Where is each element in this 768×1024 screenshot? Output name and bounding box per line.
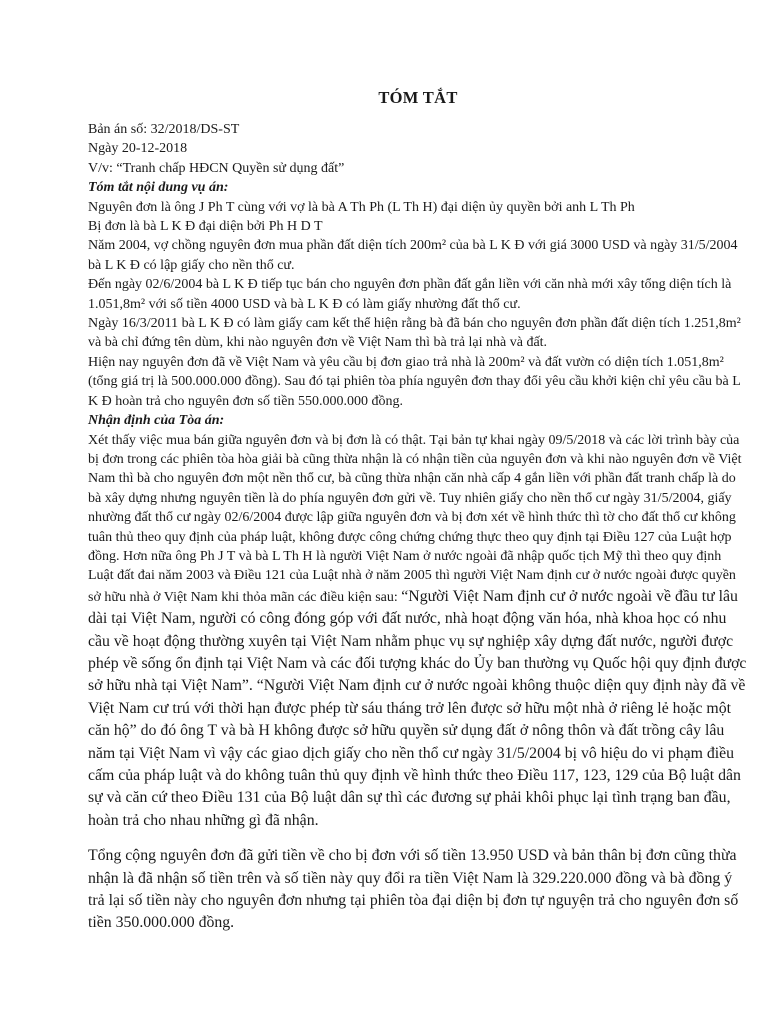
document-title: TÓM TẮT: [378, 88, 458, 107]
summary-paragraph-5: Ngày 16/3/2011 bà L K Đ có làm giấy cam kết thể hiện rằng bà đã bán cho nguyên đơn phần đất diện tích 1.251,8m² và bà chỉ đứng tên dùm, khi nào nguyên đơn về Việt Nam thì bà trả lại nhà và đất.: [88, 316, 741, 351]
court-reasoning-part-2: “Người Việt Nam định cư ở nước ngoài về đầu tư lâu dài tại Việt Nam, người có công đóng góp với đất nước, nhà hoạt động văn hóa, nhà khoa học có nhu cầu về hoạt động thường xuyên tại Việt Nam nhằm phục vụ sự nghiệp xây dựng đất nước, người được phép về sống ổn định tại Việt Nam và các đối tượng khác do Ủy ban thường vụ Quốc hội quy định được sở hữu nhà tại Việt Nam”. “Người Việt Nam định cư ở nước ngoài không thuộc diện quy định này đã về Việt Nam cư trú với thời hạn được phép từ sáu tháng trở lên được sở hữu một nhà ở riêng lẻ hoặc một căn hộ” do đó ông T và bà H không được sở hữu quyền sử dụng đất ở nông thôn và đất trồng cây lâu năm tại Việt Nam vì vậy các giao dịch giấy cho nền thổ cư ngày 31/5/2004 bị vô hiệu do vi phạm điều cấm của pháp luật và do không tuân thủ quy định về hình thức theo Điều 117, 123, 129 của Bộ luật dân sự và căn cứ theo Điều 131 của Bộ luật dân sự thì các đương sự phải khôi phục lại tình trạng ban đầu, hoàn trả cho nhau những gì đã nhận.: [88, 587, 747, 829]
summary-paragraph-1: Nguyên đơn là ông J Ph T cùng với vợ là bà A Th Ph (L Th H) đại diện ủy quyền bởi anh L Th Ph: [88, 199, 635, 215]
court-reasoning: [88, 431, 748, 833]
summary-paragraph-4: Đến ngày 02/6/2004 bà L K Đ tiếp tục bán cho nguyên đơn phần đất gắn liền với căn nhà mới xây tổng diện tích là 1.051,8m² với số tiền 4000 USD và bà L K Đ có làm giấy nhường đất thổ cư.: [88, 277, 732, 312]
case-number: Bản án số: 32/2018/DS-ST: [88, 122, 240, 137]
court-heading: Nhận định của Tòa án:: [88, 413, 225, 429]
summary-paragraph-6: Hiện nay nguyên đơn đã về Việt Nam và yêu cầu bị đơn giao trả nhà là 200m² và đất vườn có diện tích 1.051,8m² (tổng giá trị là 500.000.000 đồng). Sau đó tại phiên tòa phía nguyên đơn thay đổi yêu cầu khởi kiện chỉ yêu cầu bà L K Đ hoàn trả cho nguyên đơn số tiền 550.000.000 đồng.: [88, 354, 741, 409]
final-paragraph: Tổng cộng nguyên đơn đã gửi tiền về cho bị đơn với số tiền 13.950 USD và bản thân bị đơn cũng thừa nhận là đã nhận số tiền trên và số tiền này quy đổi ra tiền Việt Nam là 329.220.000 đồng và bà đồng ý trả lại số tiền này cho nguyên đơn nhưng tại phiên tòa đại diện bị đơn tự nguyện trả cho nguyên đơn số tiền 350.000.000 đồng.: [88, 847, 739, 932]
court-reasoning-part-1: Xét thấy việc mua bán giữa nguyên đơn và bị đơn là có thật. Tại bản tự khai ngày 09/5/2018 và các lời trình bày của bị đơn trong các phiên tòa hòa giải bà cũng thừa nhận là có nhận tiền của nguyên đơn và khi nào nguyên đơn về Việt Nam thì bà cho nguyên đơn một nền thổ cư, bà cũng thừa nhận căn nhà cấp 4 gắn liền với phần đất tranh chấp là do bà xây dựng nhưng nguyên tiền là do phía nguyên đơn gửi về. Tuy nhiên giấy cho nền thổ cư ngày 31/5/2004, giấy nhường đất thổ cư ngày 02/6/2004 được lập giữa nguyên đơn và bị đơn xét về hình thức thì tờ cho đất thổ cư không tuân thủ theo quy định của pháp luật, không được công chứng chứng thực theo quy định tại Điều 127 của Luật hợp đồng. Hơn nữa ông Ph J T và bà L Th H là người Việt Nam ở nước ngoài đã nhập quốc tịch Mỹ thì theo quy định Luật đất đai năm 2003 và Điều 121 của Luật nhà ở năm 2005 thì người Việt Nam định cư ở nước ngoài được quyền sở hữu nhà ở Việt Nam khi thỏa mãn các điều kiện sau:: [88, 432, 742, 605]
case-subject: V/v: “Tranh chấp HĐCN Quyền sử dụng đất”: [88, 160, 345, 176]
summary-paragraph-3: Năm 2004, vợ chồng nguyên đơn mua phần đất diện tích 200m² của bà L K Đ với giá 3000 USD và ngày 31/5/2004 bà L K Đ có lập giấy cho nền thổ cư.: [88, 238, 738, 273]
summary-heading: Tóm tắt nội dung vụ án:: [88, 180, 229, 196]
case-date: Ngày 20-12-2018: [88, 141, 188, 157]
summary-paragraph-2: Bị đơn là bà L K Đ đại diện bởi Ph H D T: [88, 219, 323, 235]
